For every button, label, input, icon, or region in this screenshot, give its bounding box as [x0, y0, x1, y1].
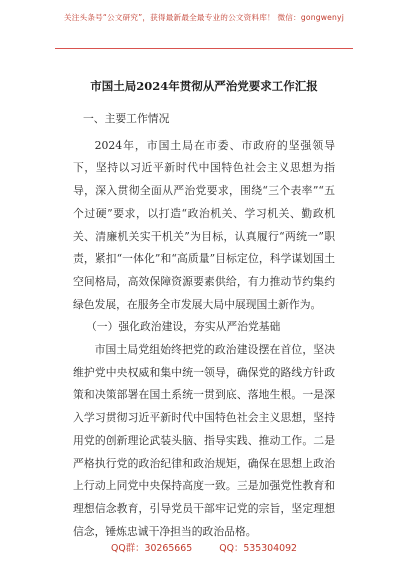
- subsection-heading: （一）强化政治建设，夯实从严治党基础: [86, 320, 281, 334]
- promo-header: 关注头条号“公文研究”，获得最新最全最专业的公文资料库！ 微信：gongwenyj: [63, 13, 345, 22]
- document-body: [73, 108, 335, 543]
- qq-contact-number: QQ：535304092: [219, 543, 298, 554]
- header-divider: [55, 48, 353, 49]
- contact-footer: [0, 540, 408, 554]
- intro-paragraph: 2024年，市国土局在市委、市政府的坚强领导下，坚持以习近平新时代中国特色社会主义思想为指导，深入贯彻全面从严治党要求，围绕“三个表率”“五个过硬”要求，以打造“政治机关、学习机关、勤政机关、清廉机关实干机关”为目标，认真履行“两统一”职责，紧扣“一体化”和“高质量”目标定位，科学谋划国土空间格局，高效保障资源要素供给，有力推动节约集约绿色发展，在服务全市发展大局中展现国土新作为。: [73, 138, 335, 311]
- body-paragraph: 市国土局党组始终把党的政治建设摆在首位，坚决维护党中央权威和集中统一领导，确保党的路线方针政策和决策部署在国土系统一贯到底、落地生根。一是深入学习贯彻习近平新时代中国特色社会主义思想，坚持用党的创新理论武装头脑、指导实践、推动工作。二是严格执行党的政治纪律和政治规矩，确保在思想上政治上行动上同党中央保持高度一致。三是加强党性教育和理想信念教育，引导党员干部牢记党的宗旨，坚定理想信念，锤炼忠诚干净担当的政治品格。: [73, 343, 335, 538]
- qq-group-number: QQ群：30265665: [110, 543, 193, 554]
- section-heading: 一、主要工作情况: [83, 112, 170, 125]
- document-title: 市国土局2024年贯彻从严治党要求工作汇报: [90, 79, 318, 93]
